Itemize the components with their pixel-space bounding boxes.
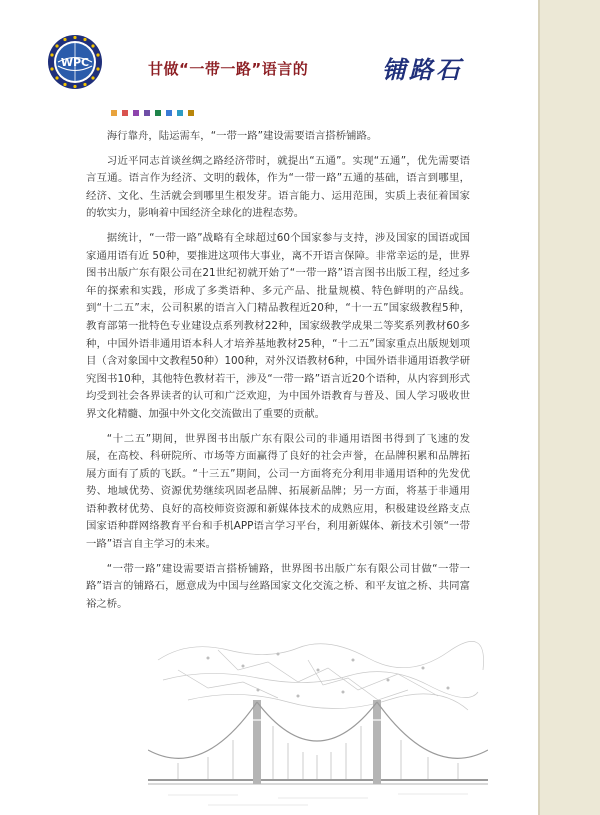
color-swatches [111,110,194,116]
wpc-logo [46,33,104,91]
title-calligraphy: 铺路石 [382,55,463,84]
paragraph: 习近平同志首谈丝绸之路经济带时，就提出“五通”。实现“五通”，优先需要语言互通。语言作为经济、文明的载体，作为“一带一路”五通的基础，语言到哪里，经济、文化、生活就会到哪里生根发芽。语言能力、运用范围，实质上表征着国家的软实力，影响着中国经济全球化的进程态势。 [86,154,470,220]
color-swatch [144,110,150,116]
side-band [538,0,600,815]
color-swatch [111,110,117,116]
paragraph: “一带一路”建设需要语言搭桥铺路，世界图书出版广东有限公司甘做“一带一路”语言的铺路石，愿意成为中国与丝路国家文化交流之桥、和平友谊之桥、共同富裕之桥。 [86,562,470,610]
color-swatch [122,110,128,116]
map-points [207,653,450,698]
paragraph: 据统计，“一带一路”战略有全球超过60个国家参与支持，涉及国家的国语或国家通用语有近 50种，要推进这项伟大事业，离不开语言保障。非常幸运的是，世界图书出版广东有限公司在21世纪初就开始了“一带一路”语言图书出版工程，经过多年的探索和实践，形成了多类语种、多元产品、批量规模、特色鲜明的产品线。到“十二五”末，公司积累的语言入门精品教程近20种，“十一五”国家级教程5种，教育部第一批特色专业建设点系列教材22种，国家级教学成果二等奖系列教材60多种，中国外语非通用语本科人才培养基地教材25种，“十二五”国家重点出版规划项目（含对象国中文教程50种）100种，对外汉语教材6种，中国外语非通用语教学研究图书10种，其他特色教材若干，涉及“一带一路”语言近20个语种，从内容到形式均受到社会各界读者的认可和广泛欢迎，为中国外语教育与普及、国人学习吸收世界文化精髓、加强中外文化交流做出了重要的贡献。 [86,231,470,420]
water [168,794,468,805]
color-swatch [155,110,161,116]
map-outline [158,641,484,710]
logo-text: WPC [60,56,90,69]
paragraph: “十二五”期间，世界图书出版广东有限公司的非通用语图书得到了飞速的发展，在高校、科研院所、市场等方面赢得了良好的社会声誉，在品牌积累和品牌拓展方面有了质的飞跃。“十三五”期间，公司一方面将充分利用非通用语种的先发优势、地域优势、资源优势继续巩固老品牌、拓展新品牌；另一方面，将基于非通用语种教材优势、良好的高校师资资源和新媒体技术的成熟应用，积极建设丝路支点国家语种群网络教育平台和手机APP语言学习平台，利用新媒体、新技术引领“一带一路”语言自主学习的未来。 [86,432,470,551]
color-swatch [133,110,139,116]
color-swatch [188,110,194,116]
paragraph: 海行靠舟，陆运需车，“一带一路”建设需要语言搭桥铺路。 [106,130,378,142]
map-bridge-illustration [148,630,488,810]
page-title [148,52,538,92]
article-body [86,128,470,620]
color-swatch [177,110,183,116]
bridge [148,700,488,784]
title-main: 甘做“一带一路”语言的 [148,60,309,78]
color-swatch [166,110,172,116]
